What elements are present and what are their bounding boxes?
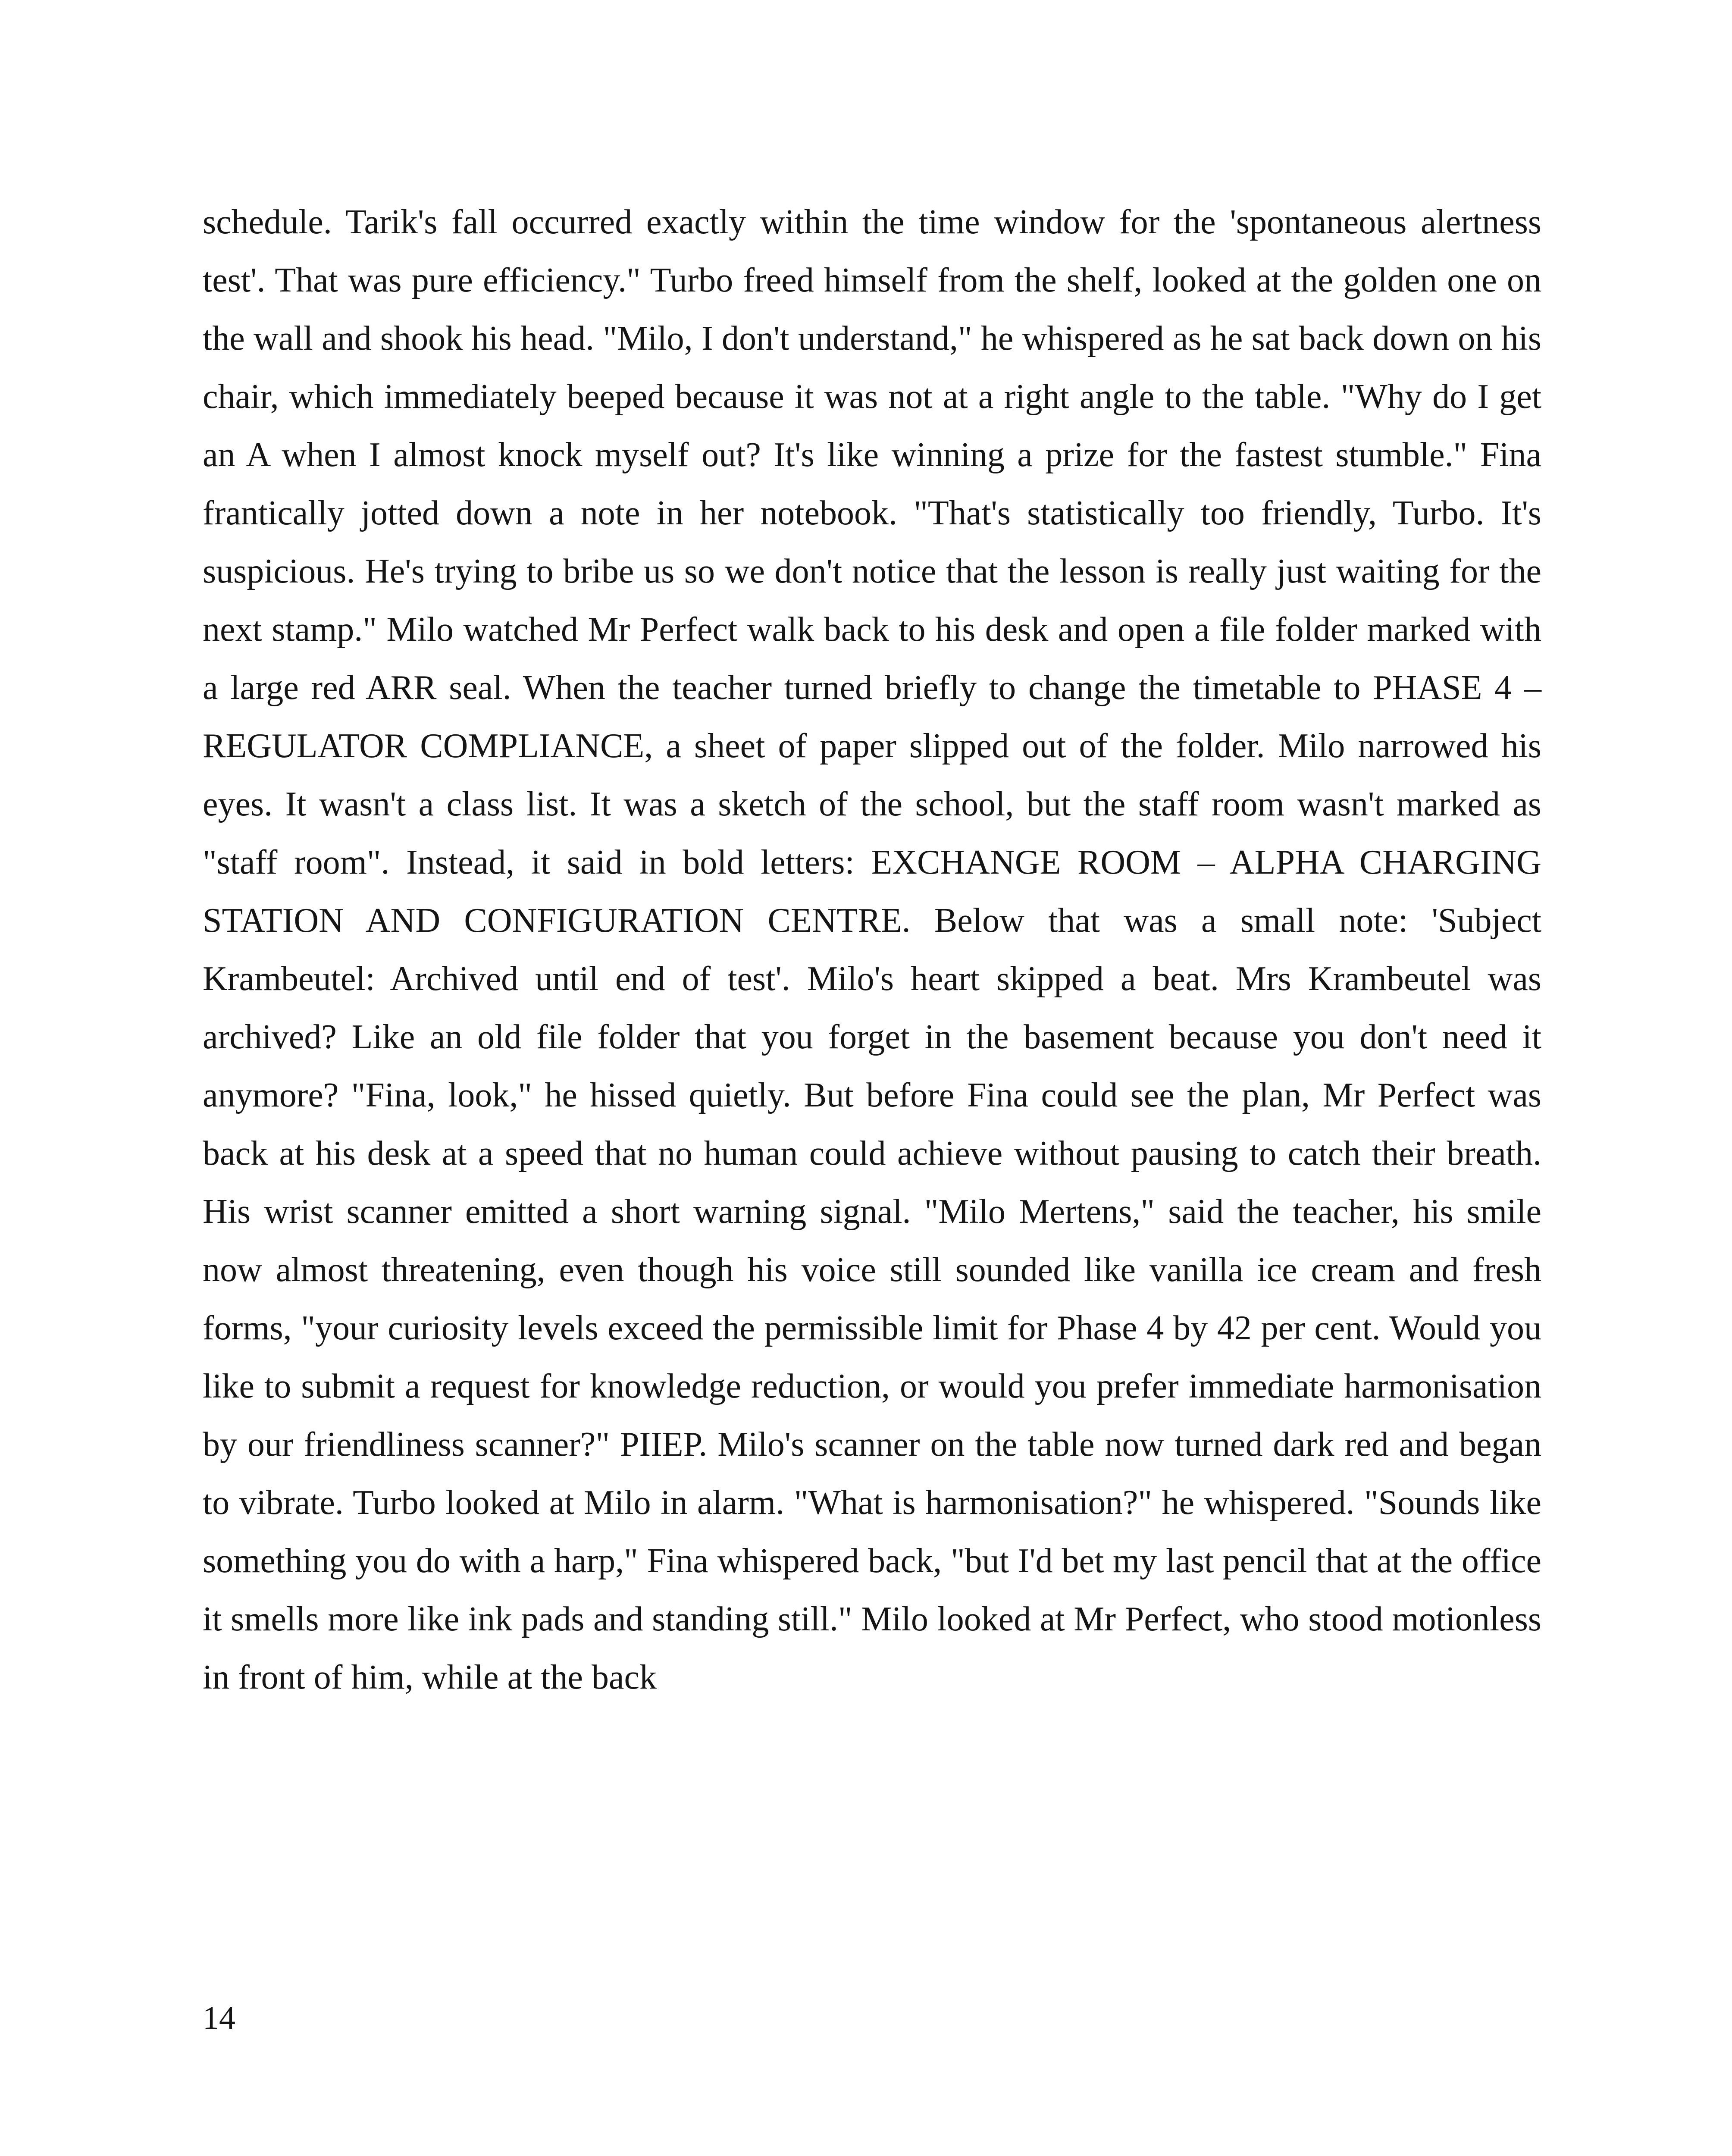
body-paragraph: schedule. Tarik's fall occurred exactly within the time window for the 'spontaneous alertness test'. That was pure efficiency." Turbo freed himself from the shelf, looked at the golden one on the wall and shook his head. "Milo, I don't understand," he whispered as he sat back down on his chair, which immediately beeped because it was not at a right angle to the table. "Why do I get an A when I almost knock myself out? It's like winning a prize for the fastest stumble." Fina frantically jotted down a note in her notebook. "That's statistically too friendly, Turbo. It's suspicious. He's trying to bribe us so we don't notice that the lesson is really just waiting for the next stamp." Milo watched Mr Perfect walk back to his desk and open a file folder marked with a large red ARR seal. When the teacher turned briefly to change the timetable to PHASE 4 – REGULATOR COMPLIANCE, a sheet of paper slipped out of the folder. Milo narrowed his eyes. It wasn't a class list. It was a sketch of the school, but the staff room wasn't marked as "staff room". Instead, it said in bold letters: EXCHANGE ROOM – ALPHA CHARGING STATION AND CONFIGURATION CENTRE. Below that was a small note: 'Subject Krambeutel: Archived until end of test'. Milo's heart skipped a beat. Mrs Krambeutel was archived? Like an old file folder that you forget in the basement because you don't need it anymore? "Fina, look," he hissed quietly. But before Fina could see the plan, Mr Perfect was back at his desk at a speed that no human could achieve without pausing to catch their breath. His wrist scanner emitted a short warning signal. "Milo Mertens," said the teacher, his smile now almost threatening, even though his voice still sounded like vanilla ice cream and fresh forms, "your curiosity levels exceed the permissible limit for Phase 4 by 42 per cent. Would you like to submit a request for knowledge reduction, or would you prefer immediate harmonisation by our friendliness scanner?" PIIEP. Milo's scanner on the table now turned dark red and began to vibrate. Turbo looked at Milo in alarm. "What is harmonisation?" he whispered. "Sounds like something you do with a harp," Fina whispered back, "but I'd bet my last pencil that at the office it smells more like ink pads and standing still." Milo looked at Mr Perfect, who stood motionless in front of him, while at the back [203,203,1541,1696]
page-number: 14 [203,2000,235,2036]
